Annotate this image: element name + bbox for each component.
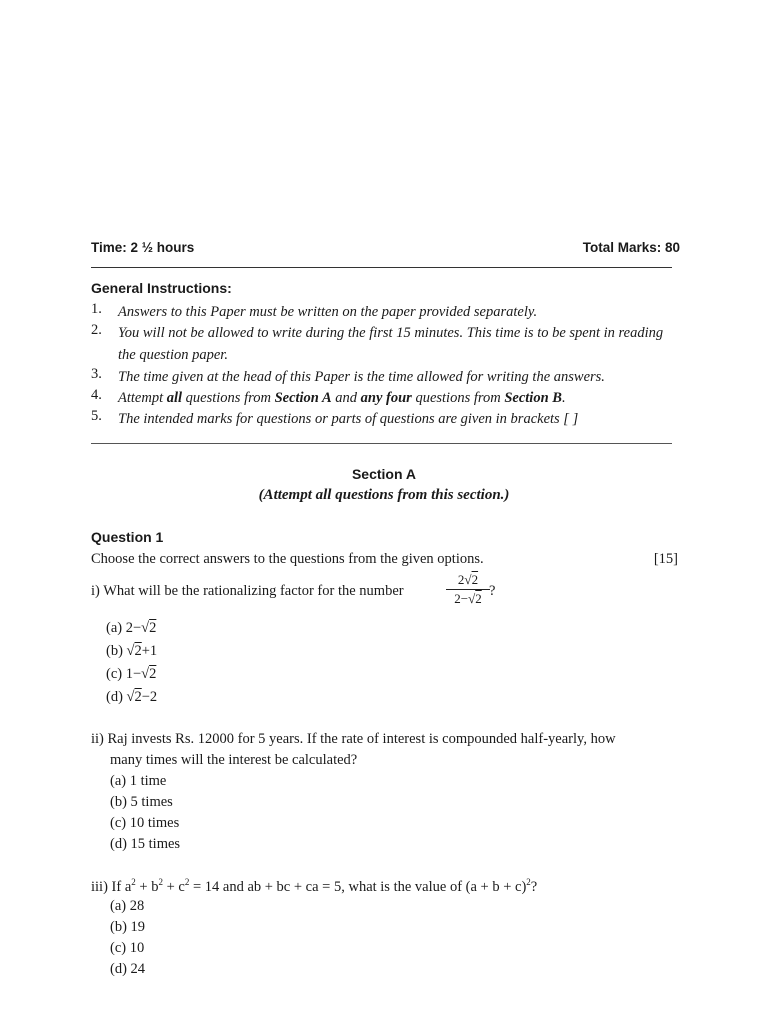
text-segment: questions from <box>411 390 505 406</box>
text-segment: and <box>331 390 361 406</box>
general-instructions-title: General Instructions: <box>91 280 232 296</box>
option-ii-a: (a) 1 time <box>110 773 167 789</box>
instruction-text: The intended marks for questions or parts of questions are given in brackets [ ] <box>118 411 579 427</box>
exponent: 2 <box>158 877 163 887</box>
header-rule <box>91 267 672 268</box>
question-prompt: Choose the correct answers to the questions from the given options. <box>91 551 484 567</box>
instruction-text <box>118 387 678 409</box>
section-subtitle: (Attempt all questions from this section.) <box>258 487 510 503</box>
section-title: Section A <box>351 466 417 482</box>
option-ii-d: (d) 15 times <box>110 836 181 852</box>
instruction-text: The time given at the head of this Paper is the time allowed for writing the answers. <box>118 369 605 385</box>
instruction-number: 1. <box>91 301 102 317</box>
option-suffix: +1 <box>141 643 158 659</box>
option-ii-b: (b) 5 times <box>110 794 173 810</box>
emphasis-any-four: any four <box>360 390 412 406</box>
text-segment: = 14 and ab + bc + ca = 5, what is the value of (a + b + c) <box>189 878 527 895</box>
fraction-bar <box>446 589 490 590</box>
section-divider <box>91 443 672 444</box>
denominator-term: 2− <box>454 591 469 606</box>
emphasis-all: all <box>166 390 183 406</box>
text-segment: ? <box>530 878 538 895</box>
exponent: 2 <box>131 877 136 887</box>
option-iii-d: (d) 24 <box>110 961 146 977</box>
fraction-numerator: 2√2 <box>457 572 479 587</box>
option-i-c <box>106 666 156 683</box>
numerator-radicand: 2 <box>471 572 479 587</box>
text-segment: + c <box>162 878 185 895</box>
option-i-a <box>106 620 156 637</box>
option-i-d <box>106 689 157 706</box>
text-segment: + b <box>135 878 159 895</box>
numerator-coefficient: 2 <box>457 572 465 587</box>
option-i-b <box>106 643 157 660</box>
text-segment: . <box>561 390 566 406</box>
question-iii-text <box>91 877 537 896</box>
question-i-text: i) What will be the rationalizing factor for the number <box>91 583 404 599</box>
instruction-text: You will not be allowed to write during the first 15 minutes. This time is to be spent in reading the question paper. <box>118 325 664 363</box>
text-segment: questions from <box>182 390 275 406</box>
text-segment: Attempt <box>118 390 167 406</box>
text-segment: iii) If a <box>91 878 132 895</box>
instruction-number: 2. <box>91 322 102 338</box>
option-radicand: 2 <box>134 643 142 659</box>
option-prefix: (a) 2−√ <box>106 620 150 636</box>
exponent: 2 <box>184 877 190 887</box>
time-allowed: Time: 2 ½ hours <box>91 240 195 255</box>
question-title: Question 1 <box>91 529 164 545</box>
option-prefix: (d) √ <box>106 689 135 705</box>
option-iii-c: (c) 10 <box>110 940 145 956</box>
fraction-denominator: 2−√2 <box>454 591 482 606</box>
total-marks: Total Marks: 80 <box>582 240 680 255</box>
question-marks: [15] <box>653 551 678 567</box>
question-mark: ? <box>489 583 496 599</box>
emphasis-section-a: Section A <box>274 390 332 406</box>
option-radicand: 2 <box>149 666 157 682</box>
option-iii-b: (b) 19 <box>110 919 146 935</box>
option-radicand: 2 <box>149 620 157 636</box>
option-radicand: 2 <box>134 689 142 705</box>
option-ii-c: (c) 10 times <box>110 815 180 831</box>
instruction-number: 4. <box>91 387 102 403</box>
exponent: 2 <box>526 877 531 887</box>
option-iii-a: (a) 28 <box>110 898 145 914</box>
option-suffix: −2 <box>141 689 158 705</box>
question-ii-line2: many times will the interest be calculated? <box>110 752 358 768</box>
rationalize-fraction <box>446 572 490 607</box>
instruction-number: 3. <box>91 366 102 382</box>
denominator-radicand: 2 <box>475 591 482 606</box>
option-prefix: (c) 1−√ <box>106 666 150 682</box>
option-prefix: (b) √ <box>106 643 135 659</box>
instruction-number: 5. <box>91 408 102 424</box>
emphasis-section-b: Section B <box>504 390 562 406</box>
question-ii-line1: ii) Raj invests Rs. 12000 for 5 years. If the rate of interest is compounded half-yearly, how <box>91 731 616 747</box>
instruction-text: Answers to this Paper must be written on the paper provided separately. <box>118 304 538 320</box>
